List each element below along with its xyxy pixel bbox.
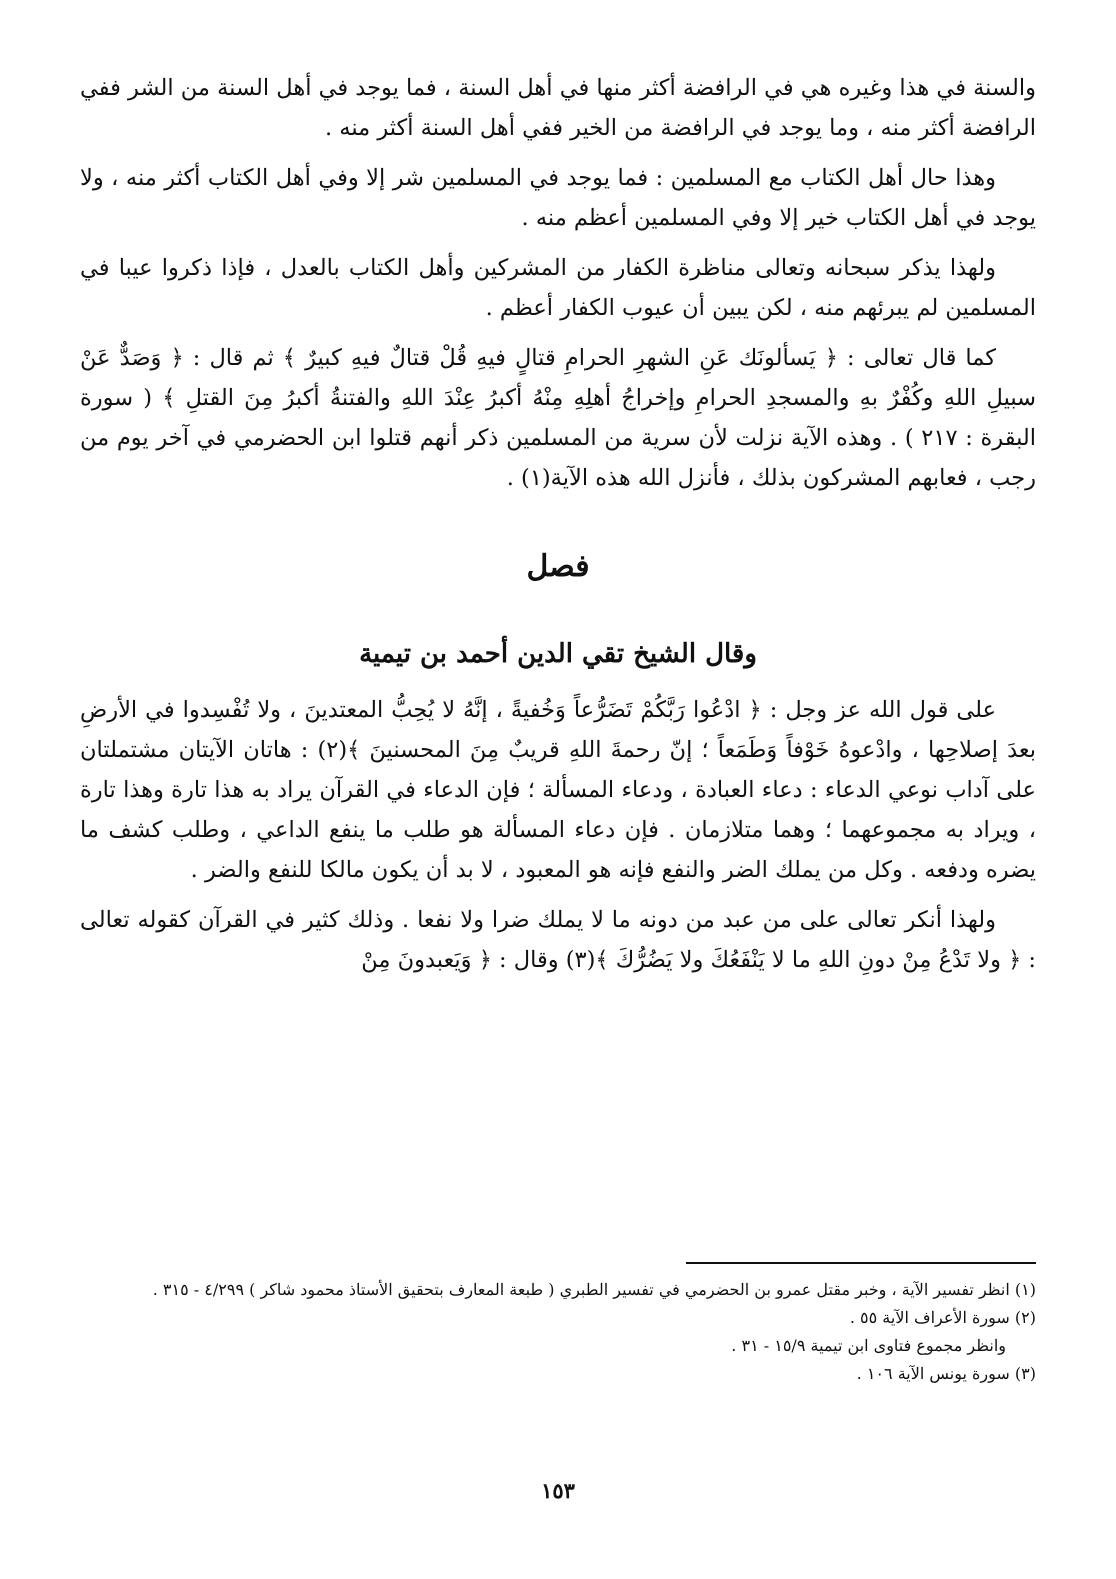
section-title: وقال الشيخ تقي الدين أحمد بن تيمية bbox=[359, 639, 757, 669]
footnote-1: (١) انظر تفسير الآية ، وخبر مقتل عمرو بن الحضرمي في تفسير الطبري ( طبعة المعارف بتحقيق الأستاذ محمود شاكر ) ٤/٢٩٩ - ٣١٥ . bbox=[152, 1280, 1036, 1299]
page-number: ١٥٣ bbox=[541, 1478, 575, 1503]
footnote-3: (٣) سورة يونس الآية ١٠٦ . bbox=[856, 1364, 1036, 1383]
paragraph-5: على قول الله عز وجل : ﴿ ادْعُوا رَبَّكُمْ تَضَرُّعاً وَخُفيةً ، إنَّهُ لا يُحِبُّ المعتدينَ ، ولا تُفْسِدوا في الأرضِ بعدَ إصلاحِها ، وادْعوهُ خَوْفاً وَطَمَعاً ؛ إنّ رحمةَ اللهِ قريبٌ مِنَ المحسنينَ ﴾(٢) : هاتان الآيتان مشتملتان على آداب نوعي الدعاء : دعاء العبادة ، ودعاء المسألة ؛ فإن الدعاء في القرآن يراد به هذا تارة وهذا تارة ، ويراد به مجموعهما ؛ وهما متلازمان . فإن دعاء المسألة هو طلب ما ينفع الداعي ، وطلب كشف ما يضره ودفعه . وكل من يملك الضر والنفع فإنه هو المعبود ، لا بد أن يكون مالكا للنفع والضر . bbox=[80, 697, 1036, 883]
paragraph-6: ولهذا أنكر تعالى على من عبد من دونه ما لا يملك ضرا ولا نفعا . وذلك كثير في القرآن كقوله تعالى : ﴿ ولا تَدْعُ مِنْ دونِ اللهِ ما لا يَنْفَعُكَ ولا يَضُرُّكَ ﴾(٣) وقال : ﴿ وَيَعبدونَ مِنْ bbox=[80, 907, 1036, 973]
page-body bbox=[80, 68, 1036, 990]
paragraph-3: ولهذا يذكر سبحانه وتعالى مناظرة الكفار من المشركين وأهل الكتاب بالعدل ، فإذا ذكروا عيبا في المسلمين لم يبرئهم منه ، لكن يبين أن عيوب الكفار أعظم . bbox=[80, 255, 1036, 321]
paragraph-4: كما قال تعالى : ﴿ يَسألونَك عَنِ الشهرِ الحرامِ قتالٍ فيهِ قُلْ قتالٌ فيهِ كبيرٌ ﴾ ثم قال : ﴿ وَصَدٌّ عَنْ سبيلِ اللهِ وكُفْرٌ بهِ والمسجدِ الحرامِ وإخراجُ أهلِهِ مِنْهُ أكبرُ عِنْدَ اللهِ والفتنةُ أكبرُ مِنَ القتلِ ﴾ ( سورة البقرة : ٢١٧ ) . وهذه الآية نزلت لأن سرية من المسلمين ذكر أنهم قتلوا ابن الحضرمي في آخر يوم من رجب ، فعابهم المشركون بذلك ، فأنزل الله هذه الآية(١) . bbox=[80, 345, 1036, 491]
footnotes bbox=[80, 1276, 1036, 1388]
fasl-heading-text: فصل bbox=[526, 549, 590, 584]
footnote-2-continuation: وانظر مجموع فتاوى ابن تيمية ١٥/٩ - ٣١ . bbox=[731, 1336, 1006, 1355]
paragraph-1: والسنة في هذا وغيره هي في الرافضة أكثر منها في أهل السنة ، فما يوجد في أهل السنة من الشر ففي الرافضة أكثر منه ، وما يوجد في الرافضة من الخير ففي أهل السنة أكثر منه . bbox=[79, 75, 1036, 141]
footnote-divider bbox=[686, 1262, 1036, 1264]
paragraph-2: وهذا حال أهل الكتاب مع المسلمين : فما يوجد في المسلمين شر إلا وفي أهل الكتاب أكثر منه ، ولا يوجد في أهل الكتاب خير إلا وفي المسلمين أعظم منه . bbox=[80, 165, 1036, 231]
footnote-2: (٢) سورة الأعراف الآية ٥٥ . bbox=[849, 1308, 1036, 1327]
fasl-heading bbox=[80, 542, 1036, 592]
